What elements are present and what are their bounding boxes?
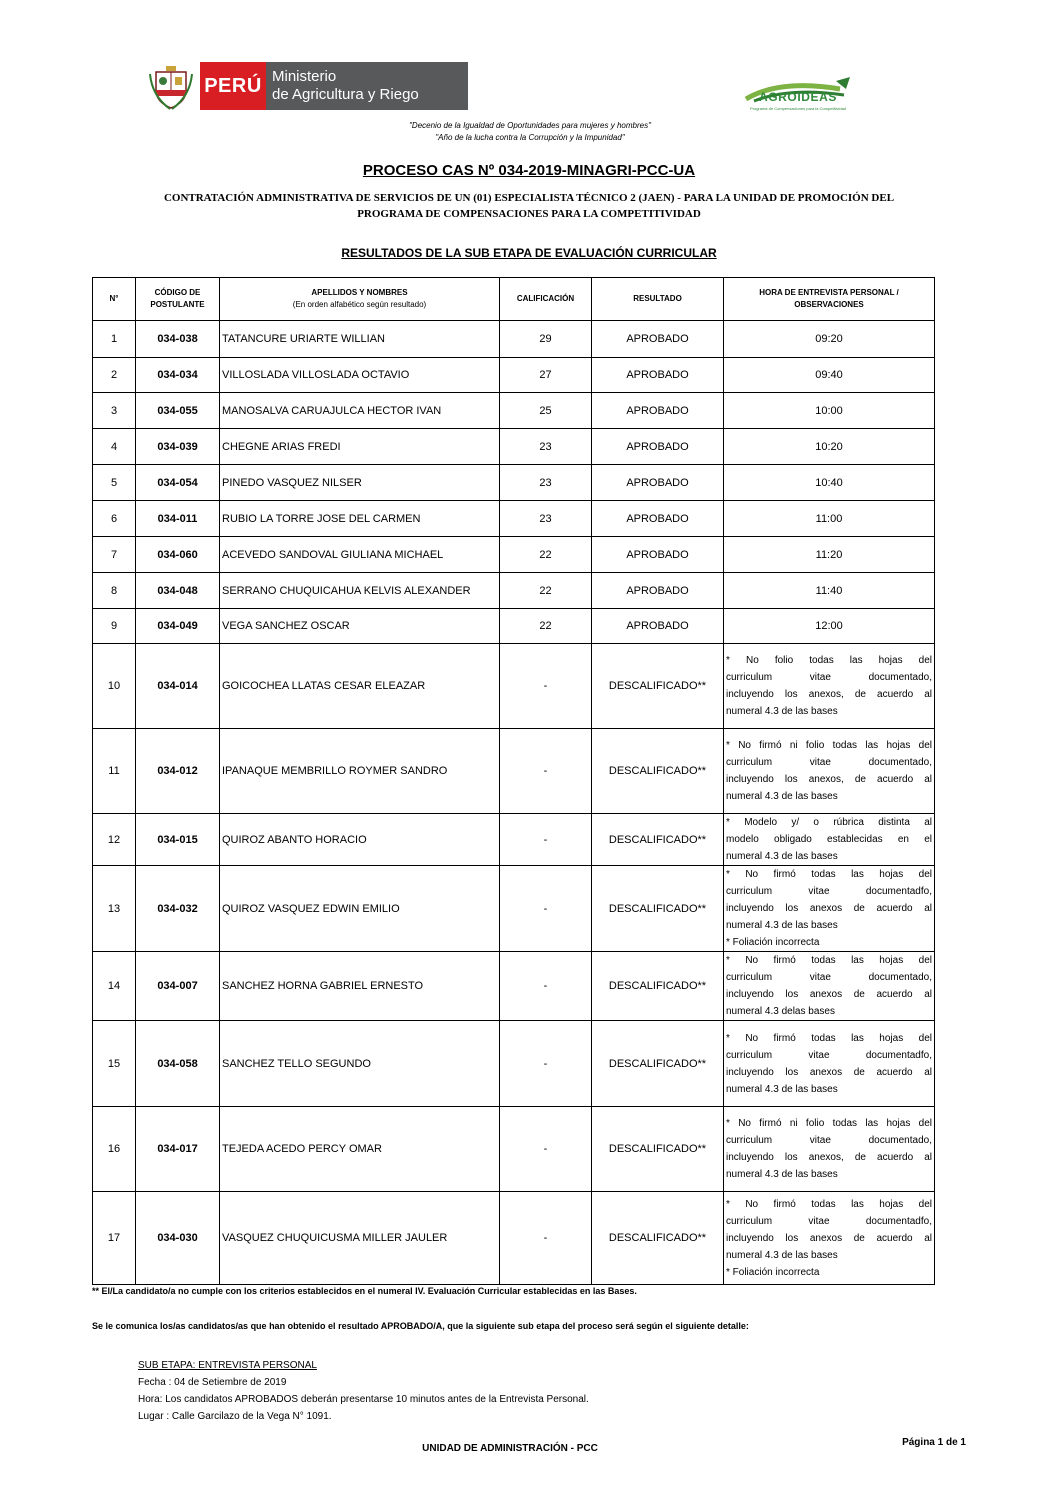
score: - <box>500 729 592 814</box>
table-row <box>93 644 935 729</box>
table-row <box>93 465 935 501</box>
applicant-code: 034-048 <box>136 573 220 609</box>
process-subtitle <box>100 190 958 222</box>
table-row <box>93 429 935 465</box>
row-number: 13 <box>93 866 136 952</box>
applicant-name: SANCHEZ HORNA GABRIEL ERNESTO <box>220 952 500 1021</box>
row-number: 15 <box>93 1021 136 1107</box>
applicant-name: QUIROZ VASQUEZ EDWIN EMILIO <box>220 866 500 952</box>
observation-line: * No firmó todas las hojas del <box>726 869 932 880</box>
score: - <box>500 866 592 952</box>
observations <box>724 729 935 814</box>
header-code-line1: CÓDIGO DE <box>154 288 201 297</box>
communication-text: Se le comunica los/as candidatos/as que han obtenido el resultado APROBADO/A, que la siguiente sub etapa del proceso será según el siguiente detalle: <box>92 1321 749 1331</box>
observations <box>724 952 935 1021</box>
applicant-name: TATANCURE URIARTE WILLIAN <box>220 321 500 358</box>
score: 23 <box>500 465 592 501</box>
page-number: Página 1 de 1 <box>902 1437 966 1448</box>
ministry-line1: Ministerio <box>272 68 337 85</box>
ministry-logo <box>266 62 468 110</box>
applicant-name: VEGA SANCHEZ OSCAR <box>220 609 500 644</box>
table-row <box>93 1021 935 1107</box>
applicant-code: 034-055 <box>136 393 220 429</box>
applicant-name: SERRANO CHUQUICAHUA KELVIS ALEXANDER <box>220 573 500 609</box>
subtitle-line2: PROGRAMA DE COMPENSACIONES PARA LA COMPETITIVIDAD <box>357 208 701 220</box>
score: 27 <box>500 358 592 393</box>
observation-line: curriculum vitae documentadfo, <box>726 1049 932 1061</box>
interview-time: Hora: Los candidatos APROBADOS deberán presentarse 10 minutos antes de la Entrevista Personal. <box>138 1394 589 1405</box>
score: 22 <box>500 573 592 609</box>
observation-line: numeral 4.3 de las bases <box>726 851 838 862</box>
peru-logo <box>200 62 266 110</box>
observation-line: * Modelo y/ o rúbrica distinta al <box>726 817 932 828</box>
result: APROBADO <box>592 501 724 537</box>
observations <box>724 644 935 729</box>
table-header-row <box>93 278 935 321</box>
row-number: 7 <box>93 537 136 573</box>
observation-line: * No firmó ni folio todas las hojas del <box>726 1118 932 1129</box>
score: - <box>500 1021 592 1107</box>
row-number: 1 <box>93 321 136 358</box>
applicant-name: IPANAQUE MEMBRILLO ROYMER SANDRO <box>220 729 500 814</box>
header-name-line1: APELLIDOS Y NOMBRES <box>311 288 408 297</box>
observation-line: 12:00 <box>815 620 843 632</box>
observations <box>724 393 935 429</box>
interview-details <box>138 1357 838 1425</box>
observation-line: 10:40 <box>815 476 843 489</box>
applicant-code: 034-011 <box>136 501 220 537</box>
applicant-code: 034-049 <box>136 609 220 644</box>
applicant-code: 034-007 <box>136 952 220 1021</box>
observations <box>724 1107 935 1192</box>
score: 23 <box>500 429 592 465</box>
result: APROBADO <box>592 393 724 429</box>
result: APROBADO <box>592 537 724 573</box>
interview-place: Lugar : Calle Garcilazo de la Vega N° 1091. <box>138 1411 332 1422</box>
result: APROBADO <box>592 465 724 501</box>
observation-line: curriculum vitae documentado, <box>726 672 932 683</box>
result: DESCALIFICADO** <box>592 729 724 814</box>
observation-line: 09:40 <box>815 369 843 381</box>
table-row <box>93 321 935 358</box>
observation-line: numeral 4.3 delas bases <box>726 1006 835 1017</box>
observation-line: curriculum vitae documentado, <box>726 972 932 983</box>
observation-line: incluyendo los anexos de acuerdo al <box>726 1066 932 1078</box>
observation-line: 11:20 <box>815 548 843 561</box>
table-row <box>93 866 935 952</box>
table-row <box>93 609 935 644</box>
table-row <box>93 537 935 573</box>
observation-line: * No firmó ni folio todas las hojas del <box>726 740 932 751</box>
agroideas-brand: AGROIDEAS <box>758 90 838 104</box>
applicant-code: 034-015 <box>136 814 220 866</box>
observation-line: curriculum vitae documentado, <box>726 1135 932 1146</box>
subtitle-line1: CONTRATACIÓN ADMINISTRATIVA DE SERVICIOS DE UN (01) ESPECIALISTA TÉCNICO 2 (JAEN) - PARA LA UNIDAD DE PROMOCIÓN DEL <box>163 192 895 204</box>
result: APROBADO <box>592 609 724 644</box>
observation-line: numeral 4.3 de las bases <box>726 706 838 717</box>
result: APROBADO <box>592 321 724 358</box>
agroideas-tagline: Programa de Compensaciones para la Competitividad <box>749 106 847 111</box>
motto-decade: "Decenio de la Igualdad de Oportunidades para mujeres y hombres" <box>409 121 651 130</box>
score: - <box>500 1192 592 1285</box>
header-code-line2: POSTULANTE <box>150 300 205 309</box>
result: APROBADO <box>592 358 724 393</box>
applicant-name: QUIROZ ABANTO HORACIO <box>220 814 500 866</box>
result: DESCALIFICADO** <box>592 866 724 952</box>
header-code <box>136 278 220 321</box>
table-row <box>93 358 935 393</box>
applicant-name: TEJEDA ACEDO PERCY OMAR <box>220 1107 500 1192</box>
result: DESCALIFICADO** <box>592 1107 724 1192</box>
disqualification-footnote: ** El/La candidato/a no cumple con los criterios establecidos en el numeral IV. Evaluación Curricular establecidas en las Bases. <box>92 1286 637 1296</box>
score: 22 <box>500 609 592 644</box>
applicant-code: 034-058 <box>136 1021 220 1107</box>
applicant-code: 034-038 <box>136 321 220 358</box>
observation-line: * No firmó todas las hojas del <box>726 955 932 966</box>
interview-date: Fecha : 04 de Setiembre de 2019 <box>138 1377 287 1388</box>
observation-line: * No firmó todas las hojas del <box>726 1032 932 1044</box>
observations <box>724 429 935 465</box>
observation-line: 10:00 <box>815 404 843 417</box>
observation-line: 10:20 <box>815 440 843 453</box>
motto-year: "Año de la lucha contra la Corrupción y la Impunidad" <box>435 133 625 142</box>
observations <box>724 501 935 537</box>
applicant-name: RUBIO LA TORRE JOSE DEL CARMEN <box>220 501 500 537</box>
observation-line: numeral 4.3 de las bases <box>726 1169 838 1180</box>
applicant-code: 034-012 <box>136 729 220 814</box>
observation-line: incluyendo los anexos de acuerdo al <box>726 1232 932 1244</box>
header-name-line2: (En orden alfabético según resultado) <box>292 300 427 309</box>
row-number: 10 <box>93 644 136 729</box>
row-number: 14 <box>93 952 136 1021</box>
header-obs <box>724 278 935 321</box>
applicant-code: 034-034 <box>136 358 220 393</box>
observation-line: incluyendo los anexos de acuerdo al <box>726 903 932 914</box>
observation-line: numeral 4.3 de las bases <box>726 1083 838 1095</box>
score: - <box>500 644 592 729</box>
observation-line: curriculum vitae documentado, <box>726 757 932 768</box>
observations <box>724 573 935 609</box>
applicant-name: ACEVEDO SANDOVAL GIULIANA MICHAEL <box>220 537 500 573</box>
observation-line: incluyendo los anexos de acuerdo al <box>726 989 932 1000</box>
observation-line: modelo obligado establecidas en el <box>726 834 932 845</box>
score: 25 <box>500 393 592 429</box>
score: 22 <box>500 537 592 573</box>
table-row <box>93 1192 935 1285</box>
header-obs-line1: HORA DE ENTREVISTA PERSONAL / <box>759 288 899 297</box>
observation-line: incluyendo los anexos, de acuerdo al <box>726 774 932 785</box>
row-number: 6 <box>93 501 136 537</box>
applicant-name: SANCHEZ TELLO SEGUNDO <box>220 1021 500 1107</box>
interview-heading: SUB ETAPA: ENTREVISTA PERSONAL <box>138 1360 317 1371</box>
observation-line: 11:40 <box>815 584 843 597</box>
score: - <box>500 952 592 1021</box>
peru-coat-of-arms-icon <box>148 66 194 110</box>
applicant-code: 034-060 <box>136 537 220 573</box>
row-number: 17 <box>93 1192 136 1285</box>
applicant-code: 034-030 <box>136 1192 220 1285</box>
applicant-code: 034-017 <box>136 1107 220 1192</box>
result: DESCALIFICADO** <box>592 1021 724 1107</box>
row-number: 3 <box>93 393 136 429</box>
footer-unit: UNIDAD DE ADMINISTRACIÓN - PCC <box>422 1443 598 1454</box>
applicant-code: 034-014 <box>136 644 220 729</box>
table-row <box>93 393 935 429</box>
observation-line: * Foliación incorrecta <box>726 1266 820 1278</box>
result: APROBADO <box>592 573 724 609</box>
result: DESCALIFICADO** <box>592 814 724 866</box>
applicant-name: MANOSALVA CARUAJULCA HECTOR IVAN <box>220 393 500 429</box>
observations <box>724 1021 935 1107</box>
header-score: CALIFICACIÓN <box>500 278 592 321</box>
applicant-name: VILLOSLADA VILLOSLADA OCTAVIO <box>220 358 500 393</box>
row-number: 2 <box>93 358 136 393</box>
row-number: 4 <box>93 429 136 465</box>
results-table <box>92 277 935 1285</box>
observation-line: * Foliación incorrecta <box>726 937 820 948</box>
observation-line: * No folio todas las hojas del <box>726 655 932 666</box>
observation-line: incluyendo los anexos, de acuerdo al <box>726 1152 932 1163</box>
observation-line: incluyendo los anexos, de acuerdo al <box>726 689 932 700</box>
header-obs-line2: OBSERVACIONES <box>794 300 864 309</box>
row-number: 12 <box>93 814 136 866</box>
header-n: N° <box>93 278 136 321</box>
ministry-line2: de Agricultura y Riego <box>272 86 419 103</box>
observation-line: * No firmó todas las hojas del <box>726 1198 932 1210</box>
applicant-name: GOICOCHEA LLATAS CESAR ELEAZAR <box>220 644 500 729</box>
row-number: 9 <box>93 609 136 644</box>
applicant-code: 034-054 <box>136 465 220 501</box>
observation-line: numeral 4.3 de las bases <box>726 791 838 802</box>
peru-label: PERÚ <box>204 74 262 97</box>
score: - <box>500 1107 592 1192</box>
table-row <box>93 952 935 1021</box>
row-number: 8 <box>93 573 136 609</box>
header-name <box>220 278 500 321</box>
applicant-name: CHEGNE ARIAS FREDI <box>220 429 500 465</box>
observations <box>724 609 935 644</box>
observations <box>724 1192 935 1285</box>
observations <box>724 321 935 358</box>
applicant-code: 034-039 <box>136 429 220 465</box>
observation-line: 09:20 <box>815 333 843 345</box>
result: DESCALIFICADO** <box>592 1192 724 1285</box>
applicant-name: PINEDO VASQUEZ NILSER <box>220 465 500 501</box>
page-title: PROCESO CAS Nº 034-2019-MINAGRI-PCC-UA <box>362 162 696 179</box>
observation-line: curriculum vitae documentadfo, <box>726 886 932 897</box>
table-row <box>93 573 935 609</box>
observations <box>724 537 935 573</box>
section-title: RESULTADOS DE LA SUB ETAPA DE EVALUACIÓN CURRICULAR <box>341 246 717 260</box>
observations <box>724 866 935 952</box>
observations <box>724 465 935 501</box>
observations <box>724 358 935 393</box>
observation-line: numeral 4.3 de las bases <box>726 1249 838 1261</box>
table-row <box>93 1107 935 1192</box>
observation-line: curriculum vitae documentadfo, <box>726 1215 932 1227</box>
score: 29 <box>500 321 592 358</box>
observation-line: numeral 4.3 de las bases <box>726 920 838 931</box>
applicant-name: VASQUEZ CHUQUICUSMA MILLER JAULER <box>220 1192 500 1285</box>
header-result: RESULTADO <box>592 278 724 321</box>
row-number: 5 <box>93 465 136 501</box>
row-number: 16 <box>93 1107 136 1192</box>
table-row <box>93 501 935 537</box>
applicant-code: 034-032 <box>136 866 220 952</box>
observations <box>724 814 935 866</box>
observation-line: 11:00 <box>815 512 843 525</box>
row-number: 11 <box>93 729 136 814</box>
table-row <box>93 729 935 814</box>
result: DESCALIFICADO** <box>592 952 724 1021</box>
score: 23 <box>500 501 592 537</box>
score: - <box>500 814 592 866</box>
table-row <box>93 814 935 866</box>
result: DESCALIFICADO** <box>592 644 724 729</box>
result: APROBADO <box>592 429 724 465</box>
